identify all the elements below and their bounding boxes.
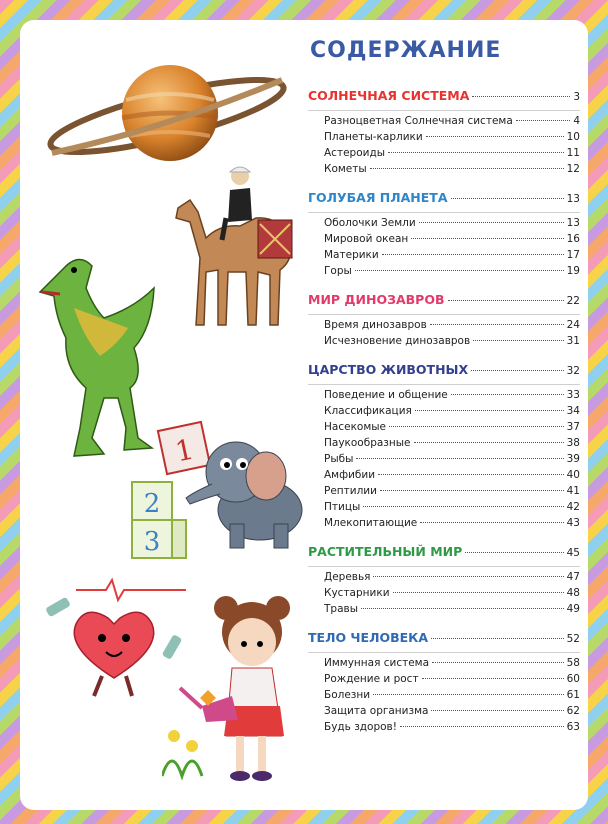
dot-leader bbox=[355, 270, 564, 271]
entry-page-number: 10 bbox=[566, 131, 580, 143]
dot-leader bbox=[411, 238, 563, 239]
camel-illustration bbox=[160, 160, 310, 330]
toc-entry[interactable] bbox=[308, 319, 580, 335]
dot-leader bbox=[419, 222, 564, 223]
section-divider bbox=[308, 652, 580, 653]
dot-leader bbox=[361, 608, 564, 609]
table-of-contents bbox=[308, 88, 580, 748]
dot-leader bbox=[363, 506, 563, 507]
section-page-number: 52 bbox=[566, 633, 580, 645]
entry-label: Горы bbox=[324, 265, 352, 277]
dot-leader bbox=[415, 410, 564, 411]
toc-entry[interactable] bbox=[308, 453, 580, 469]
toc-entry[interactable] bbox=[308, 163, 580, 179]
entry-label: Материки bbox=[324, 249, 379, 261]
dot-leader bbox=[451, 198, 564, 199]
section-title: ТЕЛО ЧЕЛОВЕКА bbox=[308, 630, 429, 645]
toc-section-heading[interactable] bbox=[308, 362, 580, 382]
entry-page-number: 63 bbox=[566, 721, 580, 733]
block-digit-2: 2 bbox=[143, 489, 161, 519]
toc-section bbox=[308, 362, 580, 533]
entry-label: Деревья bbox=[324, 571, 371, 583]
entry-page-number: 42 bbox=[566, 501, 580, 513]
entry-page-number: 47 bbox=[566, 571, 580, 583]
toc-section-heading[interactable] bbox=[308, 190, 580, 210]
entry-label: Птицы bbox=[324, 501, 361, 513]
entry-page-number: 61 bbox=[566, 689, 580, 701]
dot-leader bbox=[451, 394, 564, 395]
dot-leader bbox=[414, 442, 564, 443]
toc-entry[interactable] bbox=[308, 469, 580, 485]
section-title: РАСТИТЕЛЬНЫЙ МИР bbox=[308, 544, 463, 559]
dot-leader bbox=[420, 522, 563, 523]
toc-entry[interactable] bbox=[308, 571, 580, 587]
entry-label: Травы bbox=[324, 603, 358, 615]
section-divider bbox=[308, 566, 580, 567]
toc-section-heading[interactable] bbox=[308, 544, 580, 564]
toc-section-heading[interactable] bbox=[308, 88, 580, 108]
entry-label: Кометы bbox=[324, 163, 367, 175]
section-title: ГОЛУБАЯ ПЛАНЕТА bbox=[308, 190, 448, 205]
block-digit-1: 1 bbox=[172, 432, 197, 469]
section-title: МИР ДИНОЗАВРОВ bbox=[308, 292, 445, 307]
block-digit-3: 3 bbox=[143, 527, 161, 557]
dot-leader bbox=[422, 678, 564, 679]
toc-entry[interactable] bbox=[308, 501, 580, 517]
entry-page-number: 60 bbox=[566, 673, 580, 685]
entry-page-number: 17 bbox=[566, 249, 580, 261]
entry-label: Мировой океан bbox=[324, 233, 409, 245]
dot-leader bbox=[448, 300, 564, 301]
dot-leader bbox=[393, 592, 564, 593]
toc-entry[interactable] bbox=[308, 233, 580, 249]
toc-section bbox=[308, 630, 580, 737]
toc-entry[interactable] bbox=[308, 217, 580, 233]
entry-page-number: 40 bbox=[566, 469, 580, 481]
dot-leader bbox=[388, 152, 564, 153]
toc-entry[interactable] bbox=[308, 131, 580, 147]
dot-leader bbox=[516, 120, 571, 121]
elephant-illustration bbox=[182, 432, 312, 552]
entry-page-number: 37 bbox=[566, 421, 580, 433]
toc-entry[interactable] bbox=[308, 603, 580, 619]
dot-leader bbox=[426, 136, 564, 137]
toc-entry[interactable] bbox=[308, 249, 580, 265]
dot-leader bbox=[431, 710, 563, 711]
entry-label: Астероиды bbox=[324, 147, 385, 159]
entry-label: Рыбы bbox=[324, 453, 354, 465]
dot-leader bbox=[378, 474, 564, 475]
toc-entry[interactable] bbox=[308, 265, 580, 281]
section-page-number: 22 bbox=[566, 295, 580, 307]
toc-entry[interactable] bbox=[308, 389, 580, 405]
entry-page-number: 33 bbox=[566, 389, 580, 401]
toc-section bbox=[308, 88, 580, 179]
toc-section bbox=[308, 292, 580, 351]
toc-entry[interactable] bbox=[308, 517, 580, 533]
dot-leader bbox=[373, 694, 564, 695]
toc-entry[interactable] bbox=[308, 705, 580, 721]
entry-page-number: 16 bbox=[566, 233, 580, 245]
dot-leader bbox=[431, 638, 564, 639]
section-divider bbox=[308, 314, 580, 315]
entry-page-number: 19 bbox=[566, 265, 580, 277]
entry-label: Насекомые bbox=[324, 421, 387, 433]
toc-section-heading[interactable] bbox=[308, 630, 580, 650]
dot-leader bbox=[389, 426, 564, 427]
entry-page-number: 24 bbox=[566, 319, 580, 331]
section-divider bbox=[308, 212, 580, 213]
entry-label: Исчезновение динозавров bbox=[324, 335, 471, 347]
dot-leader bbox=[380, 490, 564, 491]
section-divider bbox=[308, 110, 580, 111]
entry-page-number: 48 bbox=[566, 587, 580, 599]
toc-entry[interactable] bbox=[308, 335, 580, 351]
entry-page-number: 49 bbox=[566, 603, 580, 615]
dot-leader bbox=[356, 458, 563, 459]
entry-label: Планеты-карлики bbox=[324, 131, 423, 143]
entry-label: Будь здоров! bbox=[324, 721, 397, 733]
entry-label: Амфибии bbox=[324, 469, 376, 481]
dot-leader bbox=[465, 552, 563, 553]
toc-entry[interactable] bbox=[308, 587, 580, 603]
entry-label: Рептилии bbox=[324, 485, 377, 497]
entry-label: Болезни bbox=[324, 689, 371, 701]
entry-page-number: 34 bbox=[566, 405, 580, 417]
entry-label: Паукообразные bbox=[324, 437, 411, 449]
entry-label: Кустарники bbox=[324, 587, 390, 599]
page-title: СОДЕРЖАНИЕ bbox=[310, 38, 502, 63]
section-divider bbox=[308, 384, 580, 385]
dot-leader bbox=[400, 726, 564, 727]
entry-page-number: 62 bbox=[566, 705, 580, 717]
dot-leader bbox=[370, 168, 564, 169]
entry-page-number: 13 bbox=[566, 217, 580, 229]
toc-section-heading[interactable] bbox=[308, 292, 580, 312]
entry-label: Оболочки Земли bbox=[324, 217, 416, 229]
section-page-number: 32 bbox=[566, 365, 580, 377]
entry-page-number: 4 bbox=[573, 115, 580, 127]
entry-label: Время динозавров bbox=[324, 319, 427, 331]
section-page-number: 45 bbox=[566, 547, 580, 559]
dot-leader bbox=[373, 576, 563, 577]
dot-leader bbox=[430, 324, 564, 325]
dot-leader bbox=[473, 340, 563, 341]
dot-leader bbox=[432, 662, 564, 663]
toc-entry[interactable] bbox=[308, 405, 580, 421]
entry-label: Классификация bbox=[324, 405, 412, 417]
dot-leader bbox=[382, 254, 564, 255]
entry-label: Млекопитающие bbox=[324, 517, 418, 529]
entry-label: Защита организма bbox=[324, 705, 429, 717]
section-page-number: 3 bbox=[573, 91, 580, 103]
toc-entry[interactable] bbox=[308, 689, 580, 705]
section-title: ЦАРСТВО ЖИВОТНЫХ bbox=[308, 362, 469, 377]
girl-watering-illustration bbox=[162, 596, 312, 786]
toc-entry[interactable] bbox=[308, 115, 580, 131]
toc-entry[interactable] bbox=[308, 721, 580, 737]
toc-entry[interactable] bbox=[308, 673, 580, 689]
entry-page-number: 31 bbox=[566, 335, 580, 347]
dot-leader bbox=[472, 96, 570, 97]
entry-page-number: 41 bbox=[566, 485, 580, 497]
toc-section bbox=[308, 190, 580, 281]
entry-label: Иммунная система bbox=[324, 657, 430, 669]
toc-entry[interactable] bbox=[308, 485, 580, 501]
entry-label: Разноцветная Солнечная система bbox=[324, 115, 513, 127]
section-title: СОЛНЕЧНАЯ СИСТЕМА bbox=[308, 88, 470, 103]
entry-page-number: 58 bbox=[566, 657, 580, 669]
entry-page-number: 38 bbox=[566, 437, 580, 449]
toc-entry[interactable] bbox=[308, 657, 580, 673]
entry-label: Рождение и рост bbox=[324, 673, 419, 685]
toc-entry[interactable] bbox=[308, 147, 580, 163]
entry-page-number: 43 bbox=[566, 517, 580, 529]
toc-entry[interactable] bbox=[308, 437, 580, 453]
dot-leader bbox=[471, 370, 563, 371]
section-page-number: 13 bbox=[566, 193, 580, 205]
entry-page-number: 39 bbox=[566, 453, 580, 465]
toc-entry[interactable] bbox=[308, 421, 580, 437]
toc-section bbox=[308, 544, 580, 619]
entry-page-number: 12 bbox=[566, 163, 580, 175]
entry-page-number: 11 bbox=[566, 147, 580, 159]
entry-label: Поведение и общение bbox=[324, 389, 448, 401]
